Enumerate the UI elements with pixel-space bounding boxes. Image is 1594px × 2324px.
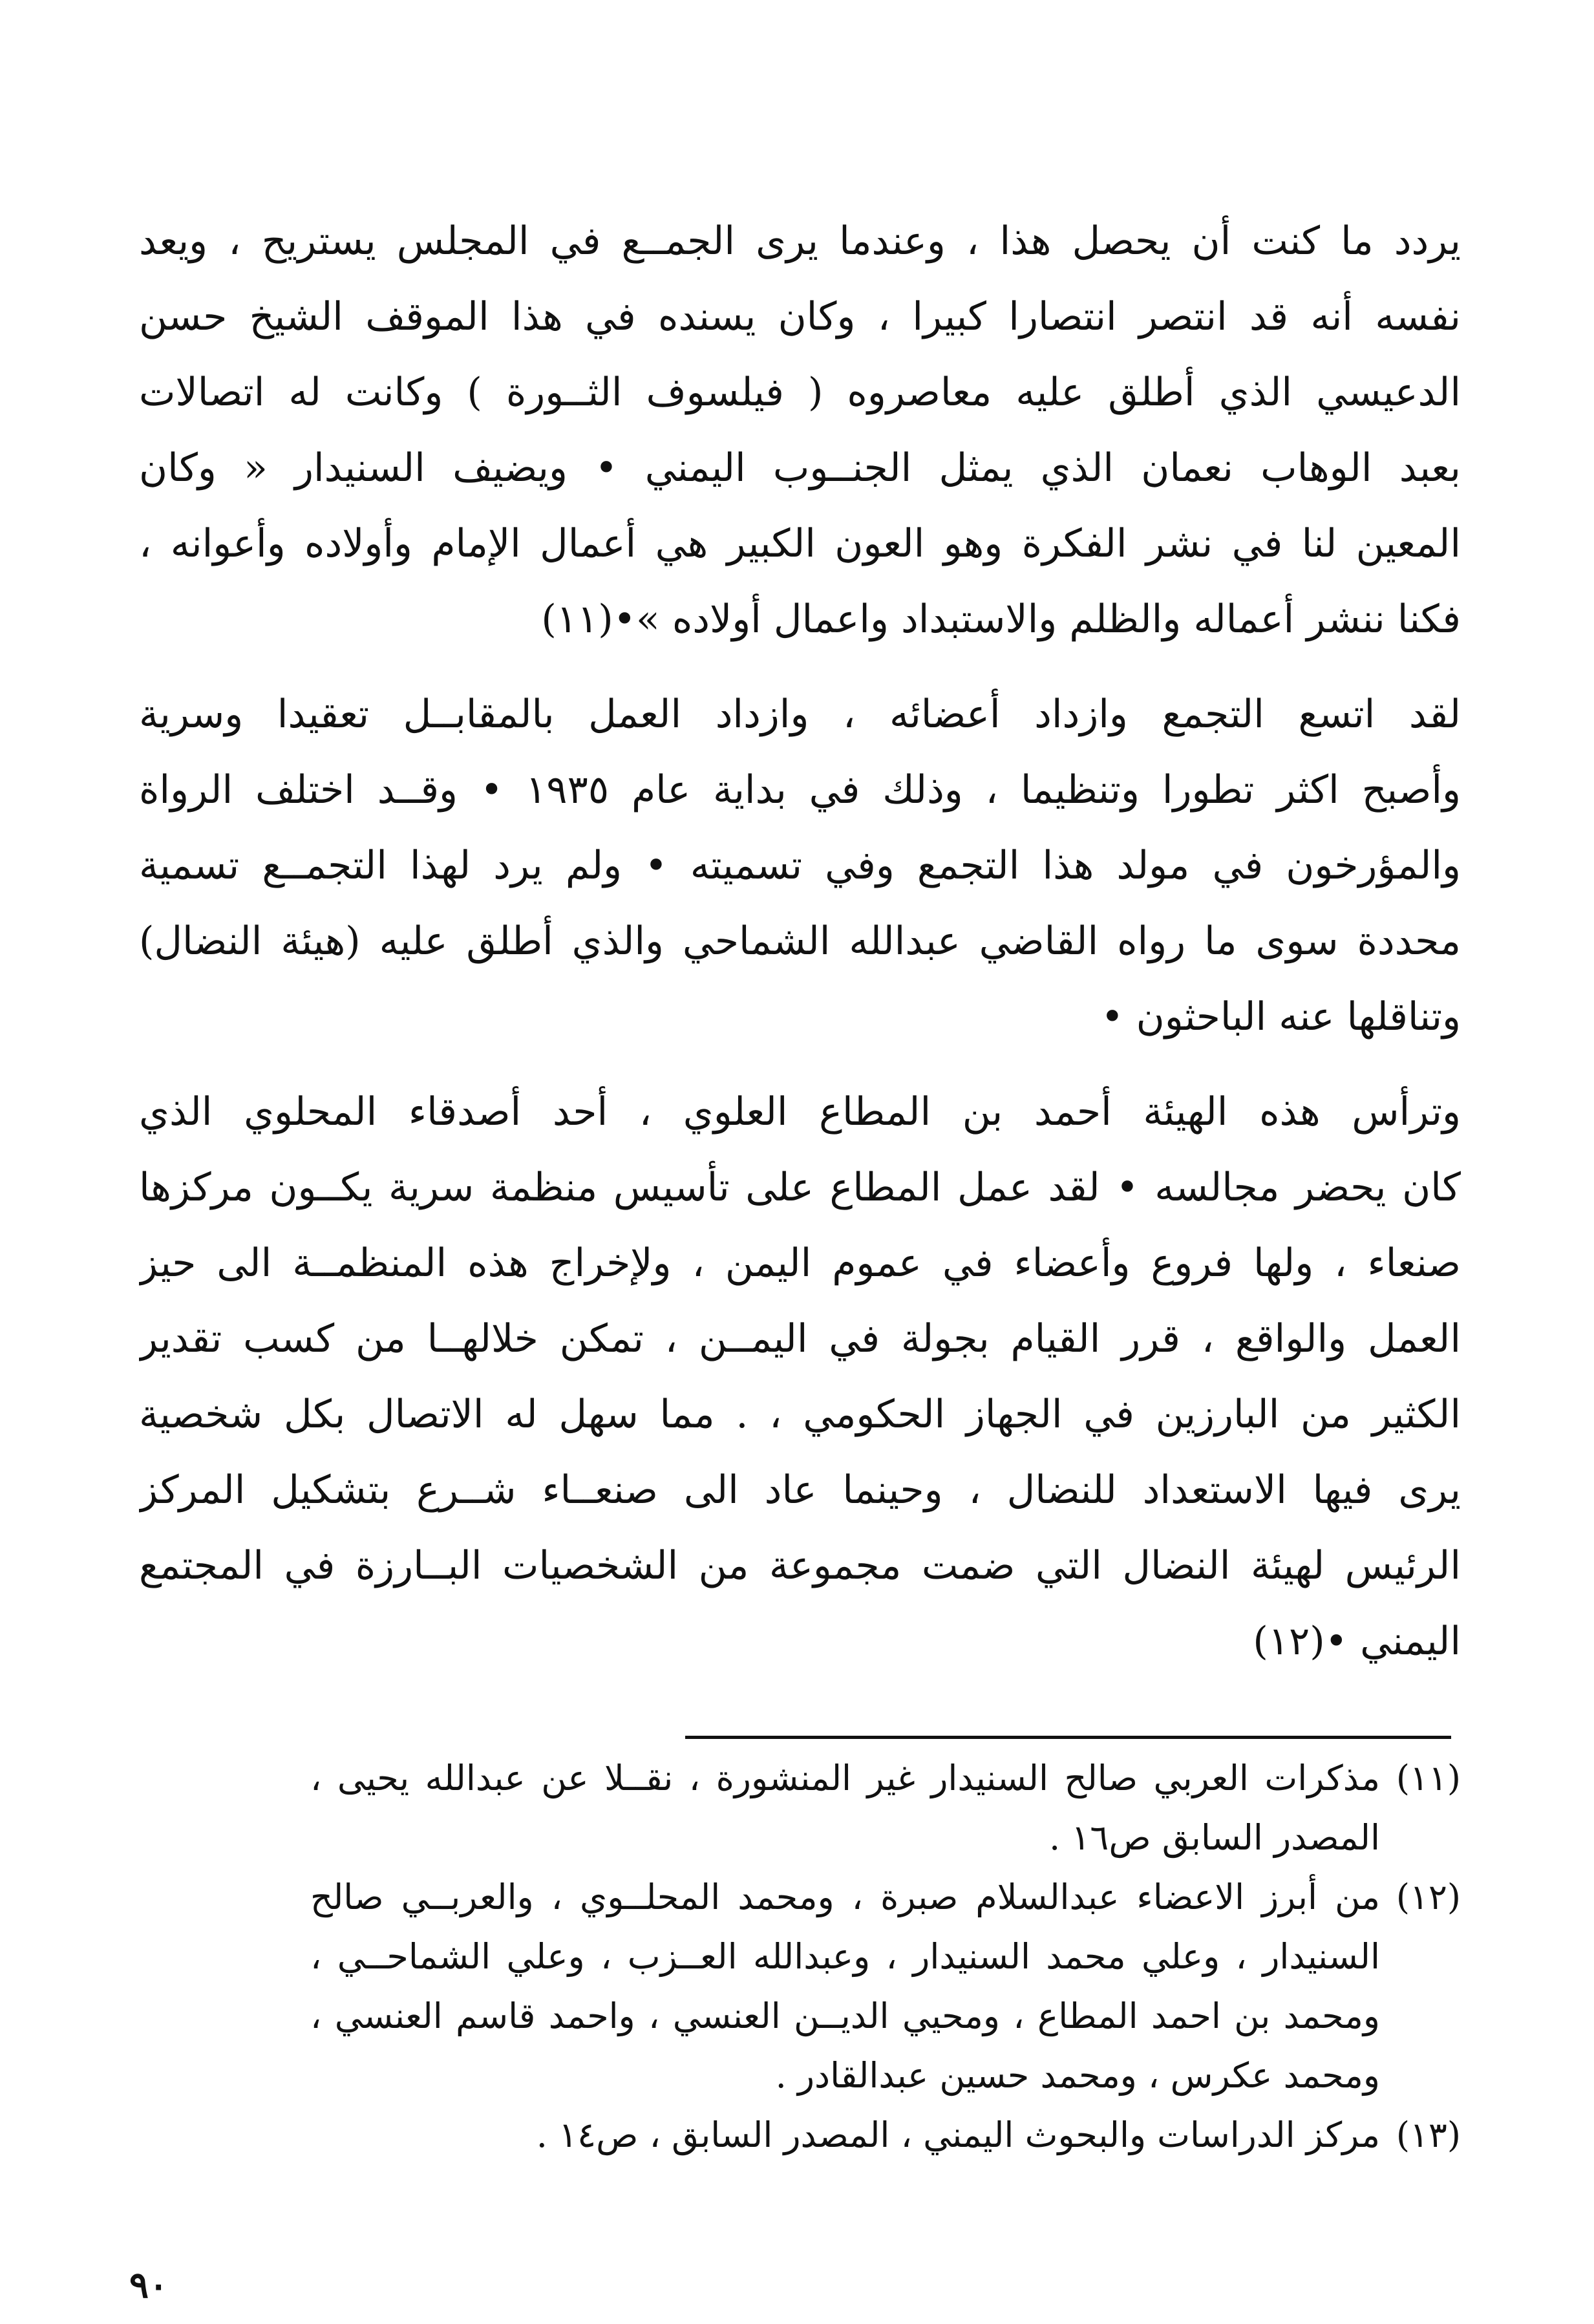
footnote-line: السنيدار ، وعلي محمد السنيدار ، وعبدالله العــزب ، وعلي الشماحــي ،: [310, 1936, 1380, 1977]
text-line: وتناقلها عنه الباحثون •: [1101, 994, 1461, 1039]
text-line: كان يحضر مجالسه • لقد عمل المطاع على تأسيس منظمة سرية يكــون مركزها: [139, 1165, 1461, 1210]
footnote-13: [310, 2105, 1461, 2165]
text-line: المعين لنا في نشر الفكرة وهو العون الكبير هي أعمال الإمام وأولاده وأعوانه ،: [139, 521, 1461, 566]
text-line: اليمني •(١٢): [1253, 1619, 1461, 1664]
text-line: يردد ما كنت أن يحصل هذا ، وعندما يرى الجمــع في المجلس يستريح ، ويعد: [139, 219, 1461, 264]
footnote-separator: [685, 1736, 1451, 1739]
text-line: العمل والواقع ، قرر القيام بجولة في اليمــن ، تمكن خلالهــا من كسب تقدير: [139, 1316, 1461, 1361]
text-line: والمؤرخون في مولد هذا التجمع وفي تسميته • ولم يرد لهذا التجمــع تسمية: [139, 843, 1461, 888]
footnote-11: [310, 1749, 1461, 1868]
text-line: صنعاء ، ولها فروع وأعضاء في عموم اليمن ، ولإخراج هذه المنظمــة الى حيز: [139, 1241, 1461, 1286]
text-line: وأصبح اكثر تطورا وتنظيما ، وذلك في بداية عام ١٩٣٥ • وقــد اختلف الرواة: [139, 767, 1461, 813]
footnote-12: [310, 1868, 1461, 2105]
text-line: بعبد الوهاب نعمان الذي يمثل الجنــوب اليمني • ويضيف السنيدار « وكان: [139, 445, 1461, 491]
main-text: [139, 204, 1461, 1679]
paragraph-2: [139, 677, 1461, 1055]
text-line: نفسه أنه قد انتصر انتصارا كبيرا ، وكان يسنده في هذا الموقف الشيخ حسن: [139, 294, 1461, 339]
text-line: لقد اتسع التجمع وازداد أعضائه ، وازداد العمل بالمقابــل تعقيدا وسرية: [139, 692, 1461, 737]
footnote-number: (١١): [1396, 1758, 1461, 1798]
footnote-line: ومحمد بن احمد المطاع ، ومحيي الديــن العنسي ، واحمد قاسم العنسي ،: [310, 1996, 1380, 2036]
text-line: الرئيس لهيئة النضال التي ضمت مجموعة من الشخصيات البــارزة في المجتمع: [139, 1543, 1461, 1588]
footnotes: [310, 1749, 1461, 2165]
text-line: وترأس هذه الهيئة أحمد بن المطاع العلوي ، أحد أصدقاء المحلوي الذي: [139, 1089, 1461, 1135]
paragraph-gap: [139, 1055, 1461, 1074]
page-number: ٩٠: [129, 2264, 169, 2307]
footnote-line: ومحمد عكرس ، ومحمد حسين عبدالقادر .: [775, 2055, 1380, 2096]
footnote-number: (١٢): [1396, 1877, 1461, 1917]
footnote-line: المصدر السابق ص١٦ .: [1048, 1817, 1380, 1858]
text-line: الكثير من البارزين في الجهاز الحكومي ، . مما سهل له الاتصال بكل شخصية: [139, 1392, 1461, 1437]
text-line: الدعيسي الذي أطلق عليه معاصروه ( فيلسوف الثــورة ) وكانت له اتصالات: [139, 370, 1461, 415]
text-line: يرى فيها الاستعداد للنضال ، وحينما عاد الى صنعــاء شــرع بتشكيل المركز: [139, 1467, 1461, 1513]
paragraph-gap: [139, 657, 1461, 677]
footnote-number: (١٣): [1396, 2115, 1461, 2155]
footnote-line: مذكرات العربي صالح السنيدار غير المنشورة ، نقــلا عن عبدالله يحيى ،: [310, 1758, 1380, 1798]
footnote-line: من أبرز الاعضاء عبدالسلام صبرة ، ومحمد المحلــوي ، والعربــي صالح: [310, 1877, 1380, 1917]
paragraph-3: [139, 1074, 1461, 1679]
paragraph-1: [139, 204, 1461, 657]
footnote-line: مركز الدراسات والبحوث اليمني ، المصدر السابق ، ص١٤ .: [536, 2115, 1380, 2155]
text-line: محددة سوى ما رواه القاضي عبدالله الشماحي والذي أطلق عليه (هيئة النضال): [139, 919, 1461, 964]
text-line: فكنا ننشر أعماله والظلم والاستبداد واعمال أولاده »•(١١): [541, 597, 1461, 642]
